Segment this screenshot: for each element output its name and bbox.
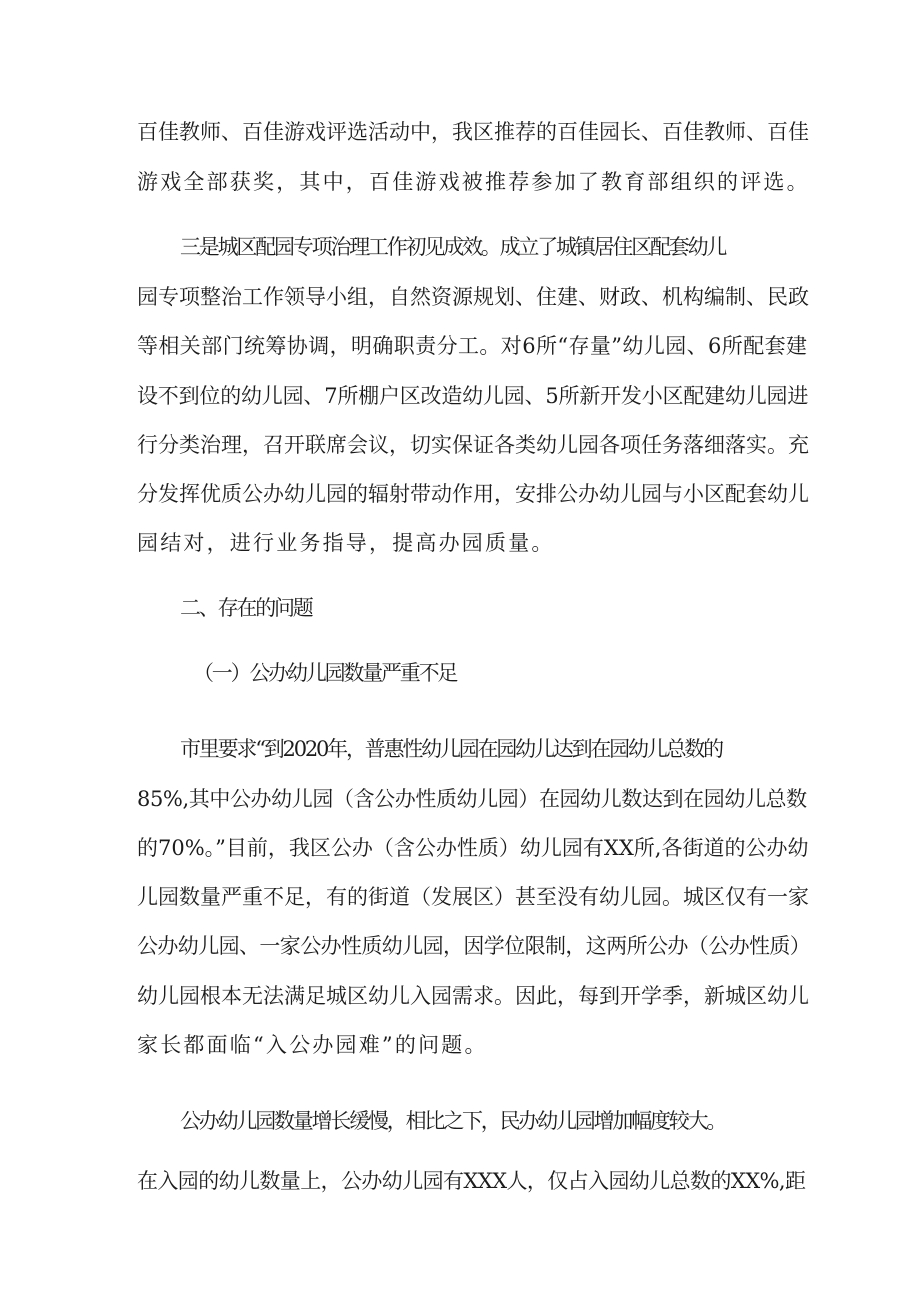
paragraph-line: 在入园的幼儿数量上，公办幼儿园有XXX人，仅占入园幼儿总数的XX%,距 bbox=[137, 1169, 806, 1193]
paragraph-line: 设不到位的幼儿园、7所棚户区改造幼儿园、5所新开发小区配建幼儿园进 bbox=[137, 384, 809, 408]
paragraph-line: 等相关部门统筹协调，明确职责分工。对6所“存量”幼儿园、6所配套建 bbox=[137, 334, 808, 358]
paragraph-line: 行分类治理，召开联席会议，切实保证各类幼儿园各项任务落细落实。充 bbox=[137, 433, 809, 457]
paragraph-line: 家长都面临“入公办园难”的问题。 bbox=[137, 1033, 488, 1057]
paragraph-line: 市里要求“到2020年，普惠性幼儿园在园幼儿达到在园幼儿总数的 bbox=[180, 737, 722, 761]
paragraph-line: 的70%。”目前，我区公办（含公办性质）幼儿园有XX所,各街道的公办幼 bbox=[137, 836, 809, 860]
paragraph-line: 幼儿园根本无法满足城区幼儿入园需求。因此，每到开学季，新城区幼儿 bbox=[137, 984, 809, 1008]
paragraph-line: 公办幼儿园、一家公办性质幼儿园，因学位限制，这两所公办（公办性质） bbox=[137, 934, 811, 958]
paragraph-line: 85%,其中公办幼儿园（含公办性质幼儿园）在园幼儿数达到在园幼儿总数 bbox=[137, 787, 807, 811]
paragraph-line: 公办幼儿园数量增长缓慢，相比之下，民办幼儿园增加幅度较大。 bbox=[180, 1109, 726, 1133]
paragraph-line: 儿园数量严重不足，有的街道（发展区）甚至没有幼儿园。城区仅有一家 bbox=[137, 885, 809, 909]
paragraph-line: 分发挥优质公办幼儿园的辐射带动作用，安排公办幼儿园与小区配套幼儿 bbox=[137, 482, 809, 506]
subsection-heading: （一）公办幼儿园数量严重不足 bbox=[193, 661, 457, 685]
paragraph-line: 游戏全部获奖，其中，百佳游戏被推荐参加了教育部组织的评选。 bbox=[137, 170, 810, 194]
section-heading: 二、存在的问题 bbox=[180, 596, 312, 620]
paragraph-line: 园结对，进行业务指导，提高办园质量。 bbox=[137, 531, 555, 555]
paragraph-line: 百佳教师、百佳游戏评选活动中，我区推荐的百佳园长、百佳教师、百佳 bbox=[137, 120, 809, 144]
paragraph-line: 三是城区配园专项治理工作初见成效。成立了城镇居住区配套幼儿 bbox=[180, 235, 726, 259]
paragraph-line: 园专项整治工作领导小组，自然资源规划、住建、财政、机构编制、民政 bbox=[137, 285, 809, 309]
